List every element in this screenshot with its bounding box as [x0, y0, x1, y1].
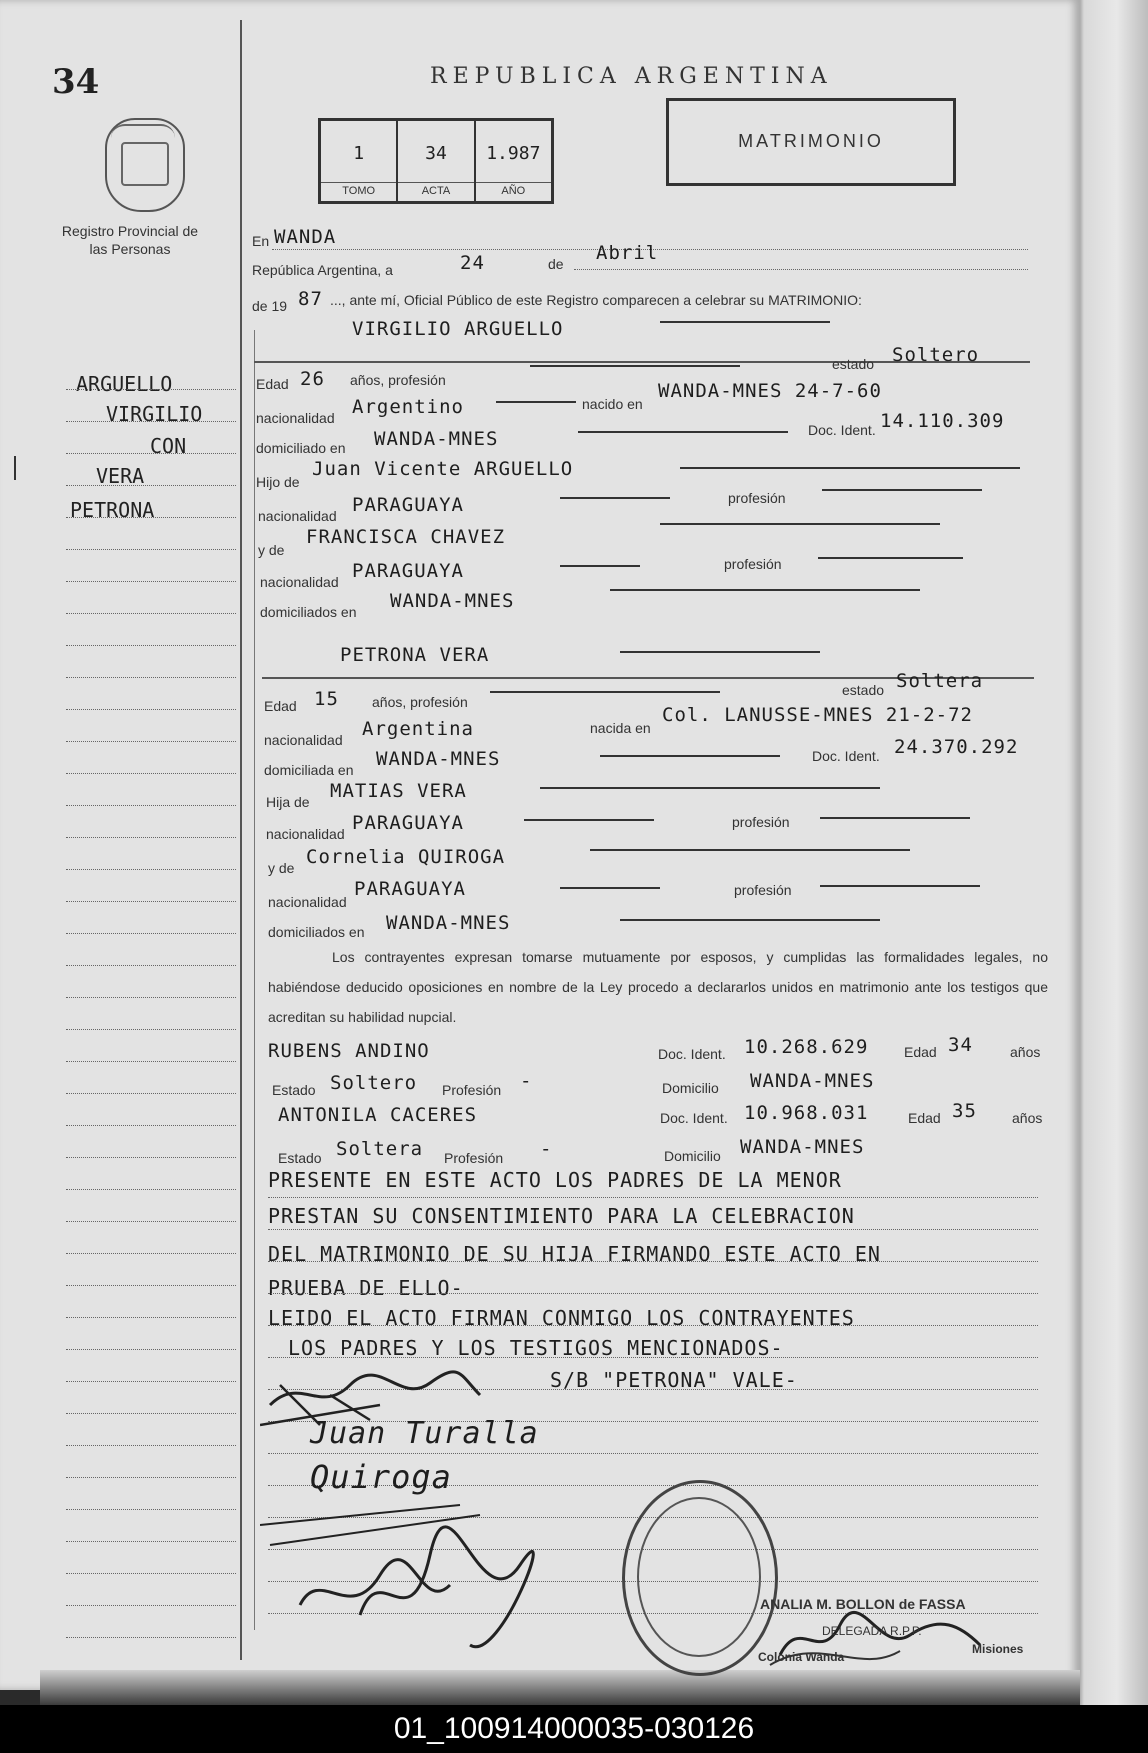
cancel-dash — [660, 522, 940, 525]
witness-doc: 10.268.629 — [744, 1036, 869, 1058]
record-type: MATRIMONIO — [738, 131, 884, 151]
margin-ruled-line — [66, 452, 236, 454]
witness-anos-label: años — [1010, 1044, 1041, 1060]
body-ruled-line — [268, 1196, 1038, 1198]
groom-parents-dom: WANDA-MNES — [390, 590, 515, 612]
bride-doc: 24.370.292 — [894, 736, 1019, 758]
bride-father-prof-label: profesión — [732, 814, 790, 830]
witness-edad-label: Edad — [904, 1044, 937, 1060]
margin-ruled-line — [66, 1252, 236, 1254]
bride-mother-prof-label: profesión — [734, 882, 792, 898]
record-type-box — [666, 98, 956, 186]
margin-ruled-line — [66, 708, 236, 710]
groom-mother-nac-label: nacionalidad — [260, 574, 339, 590]
bride-domicilio: WANDA-MNES — [376, 748, 501, 770]
acta-value: 34 — [425, 143, 447, 164]
margin-ruled-line — [66, 1316, 236, 1318]
margin-note-line: ARGUELLO — [76, 372, 173, 396]
witness-edad: 34 — [948, 1034, 973, 1056]
body-ruled-line — [268, 1228, 1038, 1230]
provincial-seal-icon — [105, 118, 185, 212]
witness-estado: Soltero — [330, 1072, 418, 1094]
official-province: Misiones — [972, 1642, 1024, 1656]
declaration-text: Los contrayentes expresan tomarse mutuamente por esposos, y cumplidas las formalidades legales, no habiéndose deducido oposiciones en nombre de la Ley procedo a declararlos unidos en matrimonio ante los testigos que acreditan su habilidad nupcial. — [268, 949, 1048, 1025]
image-caption: 01_100914000035-030126 — [0, 1705, 1148, 1753]
note-line: LOS PADRES Y LOS TESTIGOS MENCIONADOS- — [288, 1336, 784, 1360]
country-heading: REPUBLICA ARGENTINA — [430, 64, 833, 89]
margin-ruled-line — [66, 420, 236, 422]
margin-ruled-line — [66, 868, 236, 870]
intro-text: ..., ante mí, Oficial Público de este Registro comparecen a celebrar su MATRIMONIO: — [330, 292, 862, 308]
cancel-dash — [590, 848, 910, 851]
margin-ruled-line — [66, 388, 236, 390]
fill-line — [574, 268, 1028, 270]
cancel-dash — [530, 364, 740, 367]
margin-ruled-line — [66, 772, 236, 774]
intro-month: Abril — [596, 242, 659, 264]
body-ruled-line — [268, 1292, 1038, 1294]
witness-estado-label: Estado — [278, 1150, 322, 1166]
bride-parents-dom: WANDA-MNES — [386, 912, 511, 934]
intro-day: 24 — [460, 252, 485, 274]
cancel-dash — [818, 556, 963, 559]
bride-estado: Soltera — [896, 670, 984, 692]
groom-doc-label: Doc. Ident. — [808, 422, 876, 438]
bride-name: PETRONA VERA — [340, 644, 490, 666]
margin-ruled-line — [66, 1476, 236, 1478]
note-line: PRESTAN SU CONSENTIMIENTO PARA LA CELEBRACION — [268, 1204, 855, 1228]
cancel-dash — [560, 496, 670, 499]
official-place: Colonia Wanda — [758, 1650, 845, 1664]
official-name: ANALIA M. BOLLON de FASSA — [760, 1596, 966, 1612]
groom-mother-nac: PARAGUAYA — [352, 560, 464, 582]
margin-ruled-line — [66, 900, 236, 902]
registry-name: Registro Provincial de las Personas — [61, 223, 199, 257]
bride-doc-label: Doc. Ident. — [812, 748, 880, 764]
margin-ruled-line — [66, 580, 236, 582]
witness-domicilio: WANDA-MNES — [740, 1136, 865, 1158]
groom-doc: 14.110.309 — [880, 410, 1005, 432]
witness-doc-label: Doc. Ident. — [658, 1046, 726, 1062]
groom-name: VIRGILIO ARGUELLO — [352, 318, 564, 340]
cancel-dash — [524, 818, 654, 821]
bride-nacida: Col. LANUSSE-MNES 21-2-72 — [662, 704, 973, 726]
margin-ruled-line — [66, 1604, 236, 1606]
anio-cell — [476, 121, 551, 201]
groom-mother-prof-label: profesión — [724, 556, 782, 572]
signature-text: Quiroga — [310, 1458, 452, 1496]
witness-name: ANTONILA CACERES — [278, 1104, 478, 1126]
bride-domiciliada-label: domiciliada en — [264, 762, 354, 778]
margin-ruled-line — [66, 1444, 236, 1446]
margin-ruled-line — [66, 1092, 236, 1094]
margin-note-line: VERA — [96, 464, 145, 488]
margin-note-line: PETRONA — [70, 498, 155, 522]
cancel-dash — [620, 918, 880, 921]
bride-mother: Cornelia QUIROGA — [306, 846, 506, 868]
groom-estado-label: estado — [832, 356, 875, 372]
de-year-label: de 19 — [252, 298, 288, 314]
witness-domicilio-label: Domicilio — [662, 1080, 719, 1096]
margin-ruled-line — [66, 1540, 236, 1542]
note-line: PRUEBA DE ELLO- — [268, 1276, 464, 1300]
groom-nacionalidad: Argentino — [352, 396, 464, 418]
groom-domiciliado-label: domiciliado en — [256, 440, 346, 456]
margin-ruled-line — [66, 1380, 236, 1382]
bride-hija-label: Hija de — [266, 794, 310, 810]
cancel-dash — [820, 816, 970, 819]
groom-father-nac-label: nacionalidad — [258, 508, 337, 524]
margin-ruled-line — [66, 1124, 236, 1126]
margin-note-line: CON — [150, 434, 187, 458]
cancel-dash — [660, 320, 830, 323]
witness-estado-label: Estado — [272, 1082, 316, 1098]
groom-nacido: WANDA-MNES 24-7-60 — [658, 380, 882, 402]
signature-scribble — [260, 1505, 480, 1545]
witness-profesion-label: Profesión — [442, 1082, 502, 1098]
margin-ruled-line — [66, 1028, 236, 1030]
official-stamp-icon — [622, 1480, 778, 1676]
bride-nacionalidad: Argentina — [362, 718, 474, 740]
witness-doc-label: Doc. Ident. — [660, 1110, 728, 1126]
witness-profesion: - — [520, 1070, 533, 1092]
groom-father: Juan Vicente ARGUELLO — [312, 458, 574, 480]
margin-ruled-line — [66, 932, 236, 934]
groom-father-nac: PARAGUAYA — [352, 494, 464, 516]
body-ruled-line — [268, 1324, 1038, 1326]
margin-note-line: VIRGILIO — [106, 402, 203, 426]
margin-ruled-line — [66, 484, 236, 486]
margin-ruled-line — [66, 516, 236, 518]
bride-mother-nac-label: nacionalidad — [268, 894, 347, 910]
margin-ruled-line — [66, 1636, 236, 1638]
next-page-edge — [1070, 0, 1148, 1705]
anio-value: 1.987 — [486, 143, 541, 164]
record-reference-box — [318, 118, 554, 204]
acta-cell — [398, 121, 475, 201]
witness-anos-label: años — [1012, 1110, 1043, 1126]
cancel-dash — [680, 466, 1020, 469]
witness-estado: Soltera — [336, 1138, 424, 1160]
anio-label: AÑO — [476, 182, 551, 197]
margin-rule — [240, 20, 242, 1660]
groom-anos-label: años, profesión — [350, 372, 446, 388]
bride-father-nac: PARAGUAYA — [352, 812, 464, 834]
groom-hijo-label: Hijo de — [256, 474, 300, 490]
margin-ruled-line — [66, 1188, 236, 1190]
witness-doc: 10.968.031 — [744, 1102, 869, 1124]
margin-ruled-line — [66, 1572, 236, 1574]
witness-domicilio-label: Domicilio — [664, 1148, 721, 1164]
groom-edad-label: Edad — [256, 376, 289, 392]
bride-nacionalidad-label: nacionalidad — [264, 732, 343, 748]
page-number: 34 — [52, 62, 100, 102]
groom-parents-dom-label: domiciliados en — [260, 604, 357, 620]
witness-profesion-label: Profesión — [444, 1150, 504, 1166]
bride-anos-label: años, profesión — [372, 694, 468, 710]
bride-father-nac-label: nacionalidad — [266, 826, 345, 842]
bride-y-de-label: y de — [268, 860, 295, 876]
witness-edad-label: Edad — [908, 1110, 941, 1126]
official-role: DELEGADA R.P.P. — [822, 1624, 922, 1638]
signature-scribble — [270, 1372, 480, 1405]
groom-domicilio: WANDA-MNES — [374, 428, 499, 450]
note-line: DEL MATRIMONIO DE SU HIJA FIRMANDO ESTE ACTO EN — [268, 1242, 881, 1266]
note-line: PRESENTE EN ESTE ACTO LOS PADRES DE LA MENOR — [268, 1168, 842, 1192]
cancel-dash — [540, 786, 880, 789]
cancel-dash — [610, 588, 920, 591]
margin-ruled-line — [66, 964, 236, 966]
body-ruled-line — [268, 1260, 1038, 1262]
margin-ruled-line — [66, 1508, 236, 1510]
groom-nacido-label: nacido en — [582, 396, 643, 412]
groom-estado: Soltero — [892, 344, 980, 366]
bride-mother-nac: PARAGUAYA — [354, 878, 466, 900]
cancel-dash — [560, 886, 660, 889]
republica-label: República Argentina, a — [252, 262, 393, 278]
margin-ruled-line — [66, 644, 236, 646]
margin-ruled-line — [66, 548, 236, 550]
cancel-dash — [620, 650, 820, 653]
cancel-dash — [822, 488, 982, 491]
witness-edad: 35 — [952, 1100, 977, 1122]
groom-y-de-label: y de — [258, 542, 285, 558]
margin-ruled-line — [66, 996, 236, 998]
cancel-dash — [600, 754, 780, 757]
body-ruled-line — [268, 1356, 1038, 1358]
note-line: S/B "PETRONA" VALE- — [550, 1368, 798, 1392]
margin-ruled-line — [66, 1220, 236, 1222]
cancel-dash — [496, 400, 576, 403]
cancel-dash — [578, 430, 788, 433]
margin-ruled-line — [66, 676, 236, 678]
acta-label: ACTA — [398, 182, 473, 197]
margin-ruled-line — [66, 804, 236, 806]
margin-tick-mark — [14, 456, 16, 480]
en-label: En — [252, 233, 270, 249]
margin-ruled-line — [66, 1060, 236, 1062]
intro-place: WANDA — [274, 226, 337, 248]
margin-ruled-line — [66, 836, 236, 838]
note-line: LEIDO EL ACTO FIRMAN CONMIGO LOS CONTRAYENTES — [268, 1306, 855, 1330]
groom-father-prof-label: profesión — [728, 490, 786, 506]
tomo-label: TOMO — [321, 182, 396, 197]
cancel-dash — [820, 884, 980, 887]
de-label: de — [548, 256, 564, 272]
intro-year-suffix: 87 — [298, 288, 323, 310]
cancel-dash — [490, 690, 720, 693]
bride-father: MATIAS VERA — [330, 780, 467, 802]
margin-ruled-line — [66, 1348, 236, 1350]
signature-text: Juan Turalla — [310, 1416, 539, 1451]
tomo-value: 1 — [353, 143, 365, 164]
margin-ruled-line — [66, 740, 236, 742]
bride-nacida-label: nacida en — [590, 720, 651, 736]
cancel-dash — [560, 564, 640, 567]
groom-edad: 26 — [300, 368, 325, 390]
bride-edad-label: Edad — [264, 698, 297, 714]
tomo-cell — [321, 121, 398, 201]
groom-nacionalidad-label: nacionalidad — [256, 410, 335, 426]
bride-estado-label: estado — [842, 682, 885, 698]
witness-name: RUBENS ANDINO — [268, 1040, 430, 1062]
groom-mother: FRANCISCA CHAVEZ — [306, 526, 506, 548]
inner-margin-rule — [254, 330, 255, 1630]
bride-parents-dom-label: domiciliados en — [268, 924, 365, 940]
margin-ruled-line — [66, 612, 236, 614]
witness-domicilio: WANDA-MNES — [750, 1070, 875, 1092]
witness-profesion: - — [540, 1138, 553, 1160]
margin-ruled-line — [66, 1412, 236, 1414]
margin-ruled-line — [66, 1156, 236, 1158]
bride-edad: 15 — [314, 688, 339, 710]
margin-ruled-line — [66, 1284, 236, 1286]
